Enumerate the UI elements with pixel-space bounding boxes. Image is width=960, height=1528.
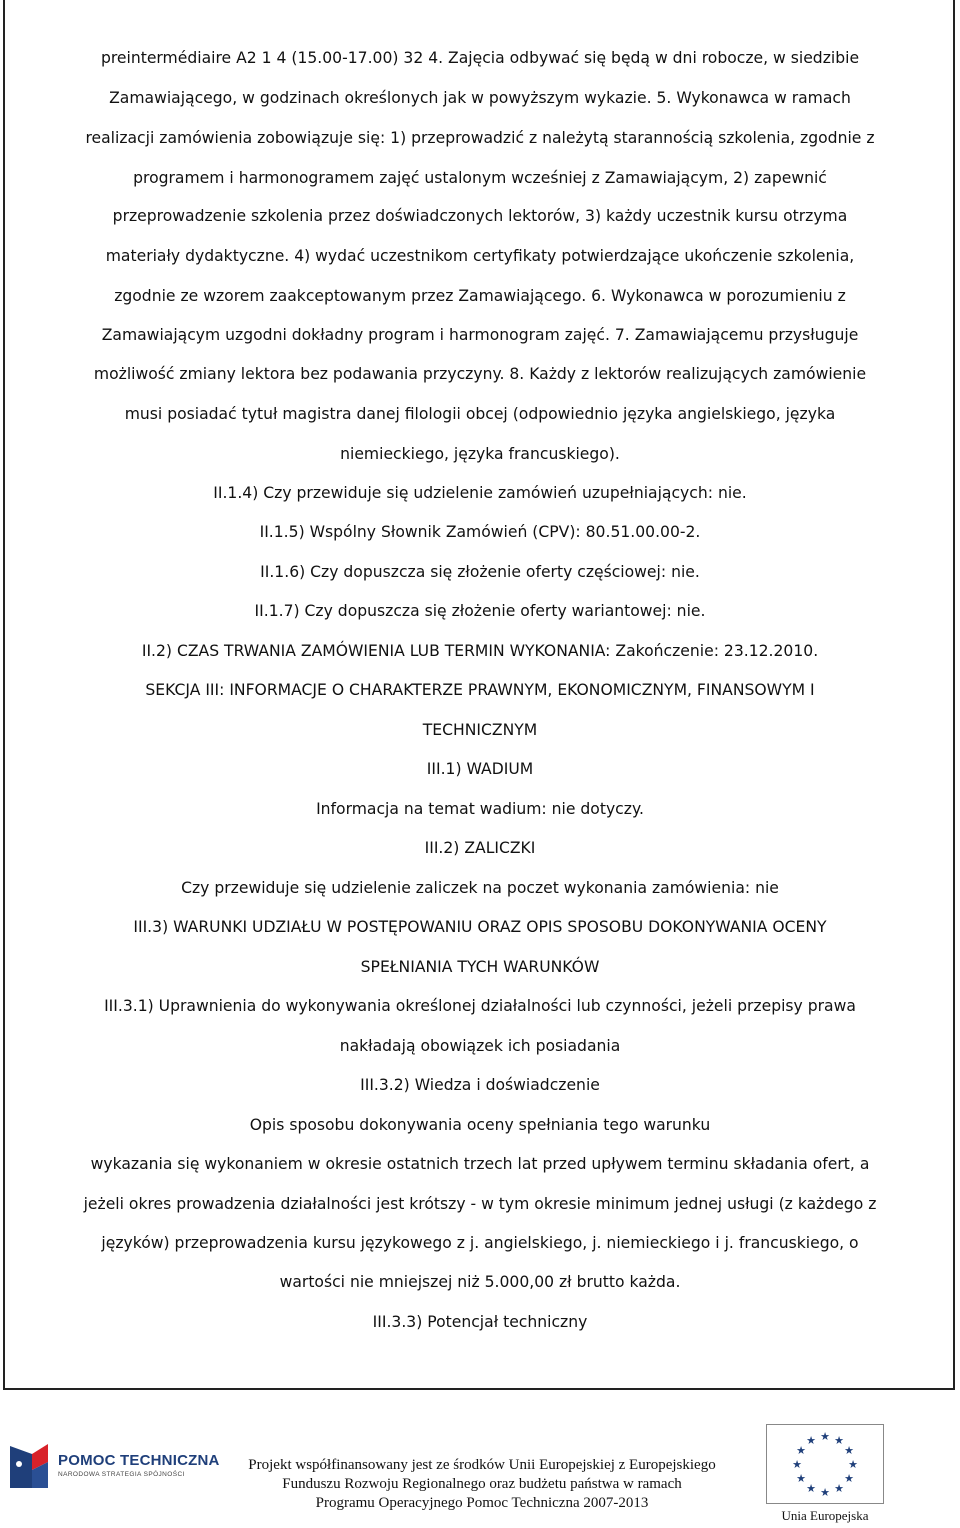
- logo-emblem-icon: [8, 1440, 52, 1490]
- text-line: preintermédiaire A2 1 4 (15.00-17.00) 32 4. Zajęcia odbywać się będą w dni robocze, w siedzibie: [100, 49, 860, 67]
- svg-text:★: ★: [844, 1444, 854, 1457]
- svg-text:★: ★: [848, 1458, 858, 1471]
- section-heading: TECHNICZNYM: [422, 721, 538, 739]
- text-line: Czy przewiduje się udzielenie zaliczek na poczet wykonania zamówienia: nie: [181, 879, 779, 897]
- page-footer: [0, 1400, 960, 1528]
- svg-text:★: ★: [806, 1434, 816, 1447]
- section-line: II.1.5) Wspólny Słownik Zamówień (CPV): 80.51.00.00-2.: [259, 523, 701, 541]
- eu-label: Unia Europejska: [781, 1508, 869, 1523]
- section-heading: III.1) WADIUM: [426, 760, 534, 778]
- text-line: zgodnie ze wzorem zaakceptowanym przez Zamawiającego. 6. Wykonawca w porozumieniu z: [114, 287, 846, 305]
- section-heading: SPEŁNIANIA TYCH WARUNKÓW: [360, 958, 600, 976]
- svg-text:★: ★: [806, 1482, 816, 1495]
- text-line: musi posiadać tytuł magistra danej filologii obcej (odpowiednio języka angielskiego, języka: [124, 405, 836, 423]
- text-line: Informacja na temat wadium: nie dotyczy.: [316, 800, 644, 818]
- section-line: II.1.6) Czy dopuszcza się złożenie oferty częściowej: nie.: [260, 563, 700, 581]
- pomoc-techniczna-logo: [8, 1440, 220, 1490]
- text-line: nakładają obowiązek ich posiadania: [339, 1037, 621, 1055]
- funding-line: Projekt współfinansowany jest ze środków Unii Europejskiej z Europejskiego: [248, 1457, 716, 1473]
- section-heading: III.3.2) Wiedza i doświadczenie: [360, 1076, 600, 1094]
- text-line: języków) przeprowadzenia kursu językowego z j. angielskiego, j. niemieckiego i j. francuskiego, o: [101, 1234, 859, 1252]
- svg-text:★: ★: [796, 1444, 806, 1457]
- text-line: Zamawiającego, w godzinach określonych jak w powyższym wykazie. 5. Wykonawca w ramach: [109, 89, 851, 107]
- section-line: II.1.7) Czy dopuszcza się złożenie oferty wariantowej: nie.: [254, 602, 706, 620]
- eu-flag-icon: [766, 1424, 884, 1504]
- text-line: III.3.1) Uprawnienia do wykonywania określonej działalności lub czynności, jeżeli przepisy prawa: [104, 997, 856, 1015]
- text-line: niemieckiego, języka francuskiego).: [340, 445, 620, 463]
- text-line: Zamawiającym uzgodni dokładny program i harmonogram zajęć. 7. Zamawiającemu przysługuje: [101, 326, 859, 344]
- text-line: programem i harmonogramem zajęć ustalonym wcześniej z Zamawiającym, 2) zapewnić: [133, 169, 827, 187]
- section-heading: III.2) ZALICZKI: [424, 839, 536, 857]
- section-heading: III.3.3) Potencjał techniczny: [372, 1313, 588, 1331]
- section-heading: SEKCJA III: INFORMACJE O CHARAKTERZE PRAWNYM, EKONOMICZNYM, FINANSOWYM I: [145, 681, 815, 699]
- funding-line: Programu Operacyjnego Pomoc Techniczna 2007-2013: [315, 1495, 649, 1511]
- logo-title: POMOC TECHNICZNA: [58, 1452, 220, 1469]
- text-line: jeżeli okres prowadzenia działalności jest krótszy - w tym okresie minimum jednej usługi (z każdego z: [83, 1195, 877, 1213]
- text-line: materiały dydaktyczne. 4) wydać uczestnikom certyfikaty potwierdzające ukończenie szkolenia,: [105, 247, 855, 265]
- section-heading: III.3) WARUNKI UDZIAŁU W POSTĘPOWANIU ORAZ OPIS SPOSOBU DOKONYWANIA OCENY: [133, 918, 827, 936]
- svg-text:★: ★: [796, 1472, 806, 1485]
- text-line: wartości nie mniejszej niż 5.000,00 zł brutto każda.: [279, 1273, 681, 1291]
- text-line: wykazania się wykonaniem w okresie ostatnich trzech lat przed upływem terminu składania ofert, a: [90, 1155, 870, 1173]
- logo-subtitle: NARODOWA STRATEGIA SPÓJNOŚCI: [58, 1471, 185, 1478]
- svg-text:★: ★: [820, 1430, 830, 1443]
- section-line: II.2) CZAS TRWANIA ZAMÓWIENIA LUB TERMIN WYKONANIA: Zakończenie: 23.12.2010.: [141, 642, 819, 660]
- svg-text:★: ★: [792, 1458, 802, 1471]
- svg-text:★: ★: [834, 1482, 844, 1495]
- svg-text:★: ★: [820, 1486, 830, 1499]
- funding-line: Funduszu Rozwoju Regionalnego oraz budżetu państwa w ramach: [282, 1476, 682, 1492]
- text-line: Opis sposobu dokonywania oceny spełniania tego warunku: [249, 1116, 711, 1134]
- text-line: realizacji zamówienia zobowiązuje się: 1) przeprowadzić z należytą starannością szkolenia, zgodnie z: [85, 129, 875, 147]
- funding-statement: [200, 1456, 764, 1513]
- section-line: II.1.4) Czy przewiduje się udzielenie zamówień uzupełniających: nie.: [213, 484, 747, 502]
- text-line: przeprowadzenie szkolenia przez doświadczonych lektorów, 3) każdy uczestnik kursu otrzyma: [112, 207, 848, 225]
- text-line: możliwość zmiany lektora bez podawania przyczyny. 8. Każdy z lektorów realizujących zamówienie: [93, 365, 867, 383]
- svg-text:★: ★: [844, 1472, 854, 1485]
- svg-text:★: ★: [834, 1434, 844, 1447]
